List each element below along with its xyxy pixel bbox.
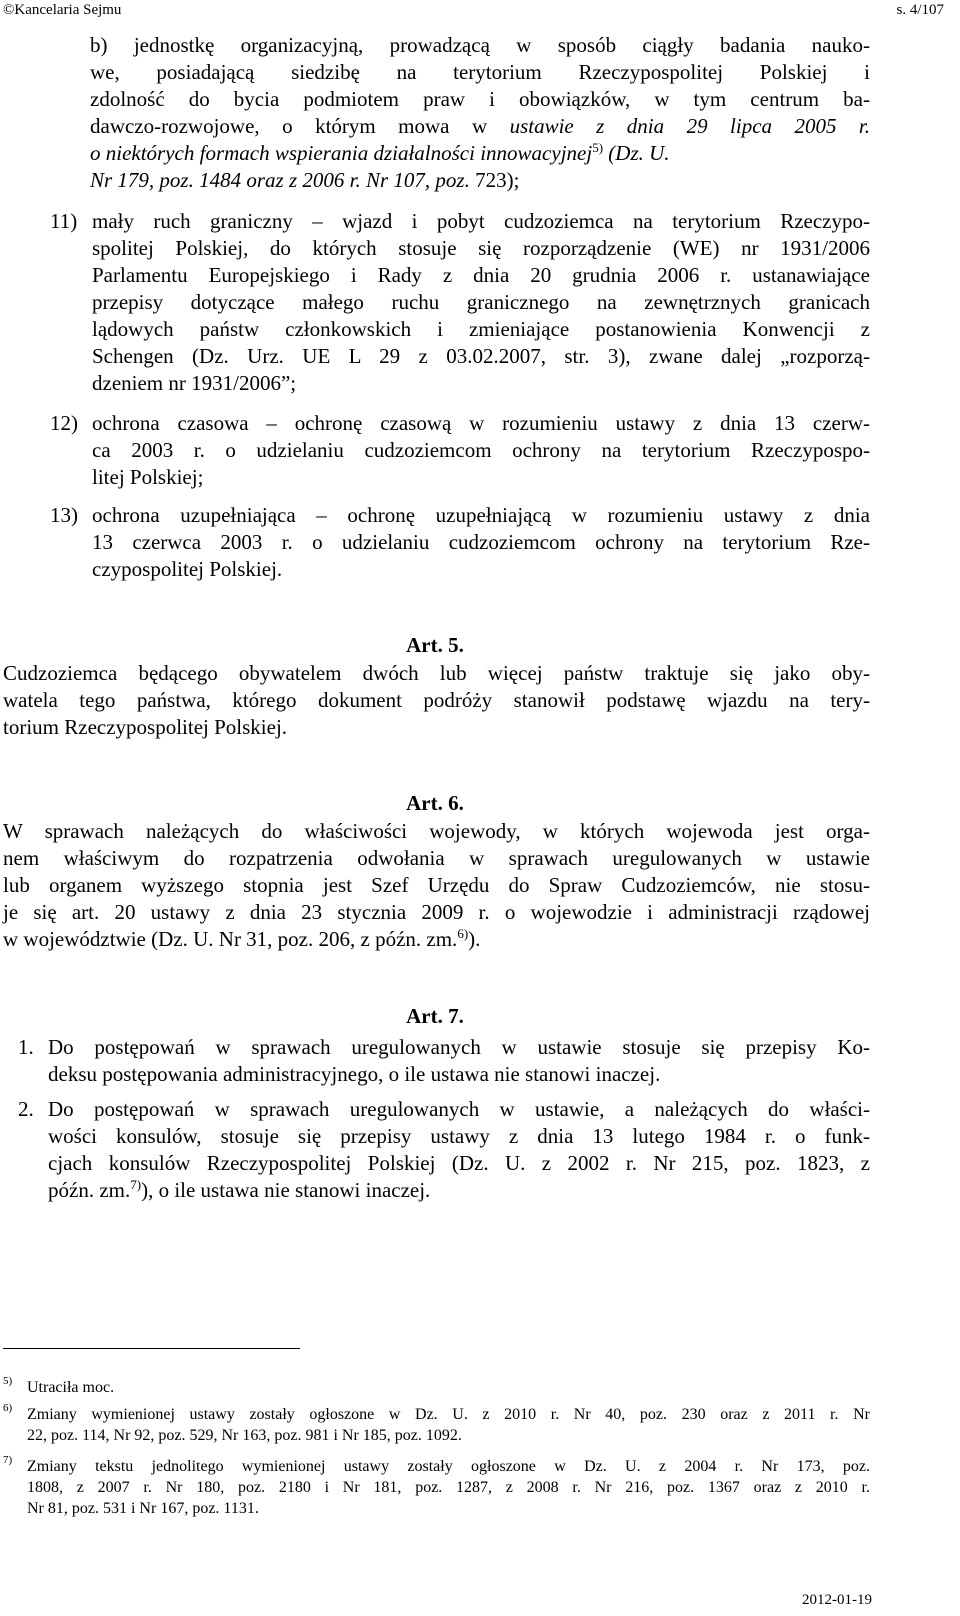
text-line: Nr 81, poz. 531 i Nr 167, poz. 1131. [27, 1500, 259, 1517]
footnote-number: 5) [3, 1375, 13, 1387]
article-7-para-2 [18, 1096, 870, 1204]
text-line: 13 czerwca 2003 r. o udzielaniu cudzoziemcom ochrony na terytorium Rze- [92, 530, 870, 554]
text-line [3, 926, 870, 953]
text-fragment: późn. zm. [48, 1178, 131, 1202]
article-6-text [3, 818, 870, 953]
text-line [90, 167, 870, 194]
article-5-text [3, 660, 870, 741]
text-line: je się art. 20 ustawy z dnia 23 stycznia 2009 r. o wojewodzie i administracji rządowej [3, 900, 870, 924]
text-fragment: dawczo-rozwojowe, o którym mowa w [90, 114, 488, 138]
text-line: cjach konsulów Rzeczypospolitej Polskiej (Dz. U. z 2002 r. Nr 215, poz. 1823, z [48, 1151, 870, 1175]
text-line: 1808, z 2007 r. Nr 180, poz. 2180 i Nr 181, poz. 1287, z 2008 r. Nr 216, poz. 1367 oraz z 2010 r. [27, 1479, 870, 1496]
text-line [90, 140, 870, 167]
list-item-b [90, 32, 870, 194]
text-line: ca 2003 r. o udzielaniu cudzoziemcom ochrony na terytorium Rzeczypospo- [92, 438, 870, 462]
paragraph-number: 2. [18, 1097, 34, 1121]
text-line: nem właściwym do rozpatrzenia odwołania w sprawach uregulowanych w ustawie [3, 846, 870, 870]
text-line: Zmiany wymienionej ustawy zostały ogłoszone w Dz. U. z 2010 r. Nr 40, poz. 230 oraz z 2011 r. Nr [27, 1406, 870, 1423]
text-fragment: ). [468, 927, 481, 951]
text-line: spolitej Polskiej, do których stosuje się rozporządzenie (WE) nr 1931/2006 [92, 236, 870, 260]
text-fragment: ), o ile ustawa nie stanowi inaczej. [141, 1178, 431, 1202]
list-item-12 [50, 410, 870, 491]
act-title-italic: o niektórych formach wspierania działalności innowacyjnej [90, 141, 593, 165]
citation-italic: Nr 179, poz. 1484 oraz z 2006 r. Nr 107, poz. [90, 168, 470, 192]
footnote-ref[interactable]: 7) [130, 1177, 142, 1192]
text-line: Do postępowań w sprawach uregulowanych w ustawie, a należących do właści- [48, 1097, 870, 1121]
footnote-text: Utraciła moc. [27, 1379, 115, 1396]
article-7-heading: Art. 7. [406, 1004, 464, 1028]
text-line: torium Rzeczypospolitej Polskiej. [3, 715, 288, 739]
article-7-para-1 [18, 1034, 870, 1088]
text-line: litej Polskiej; [92, 465, 204, 489]
text-line: ochrona uzupełniająca – ochronę uzupełniającą w rozumieniu ustawy z dnia [92, 503, 870, 527]
list-item-13 [50, 502, 870, 583]
text-line: Cudzoziemca będącego obywatelem dwóch lub więcej państw traktuje się jako oby- [3, 661, 870, 685]
text-line: dzeniem nr 1931/2006”; [92, 371, 297, 395]
text-line: Do postępowań w sprawach uregulowanych w ustawie stosuje się przepisy Ko- [48, 1035, 870, 1059]
text-line: przepisy dotyczące małego ruchu granicznego na zewnętrznych granicach [92, 290, 870, 314]
footnote-text [27, 1404, 870, 1446]
footnote-number: 6) [3, 1402, 13, 1414]
document-date: 2012-01-19 [802, 1592, 872, 1608]
text-line: b) jednostkę organizacyjną, prowadzącą w sposób ciągły badania nauko- [90, 33, 870, 57]
act-title-italic: ustawie z dnia 29 lipca 2005 r. [509, 114, 870, 138]
text-line: deksu postępowania administracyjnego, o ile ustawa nie stanowi inaczej. [48, 1062, 661, 1086]
item-number: 12) [50, 411, 78, 435]
text-line: ochrona czasowa – ochronę czasową w rozumieniu ustawy z dnia 13 czerw- [92, 411, 870, 435]
footnote-text [27, 1456, 870, 1519]
text-line: we, posiadającą siedzibę na terytorium Rzeczypospolitej Polskiej i [90, 60, 870, 84]
text-line: Zmiany tekstu jednolitego wymienionej ustawy zostały ogłoszone w Dz. U. z 2004 r. Nr 173, poz. [27, 1458, 870, 1475]
page-number: s. 4/107 [896, 2, 944, 18]
text-fragment: w województwie (Dz. U. Nr 31, poz. 206, z późn. zm. [3, 927, 458, 951]
item-number: 13) [50, 503, 78, 527]
item-number: 11) [50, 209, 78, 233]
text-line: mały ruch graniczny – wjazd i pobyt cudzoziemca na terytorium Rzeczypo- [92, 209, 870, 233]
paragraph-number: 1. [18, 1035, 34, 1059]
list-item-11 [50, 208, 870, 397]
text-line [90, 113, 870, 140]
text-line: wości konsulów, stosuje się przepisy ustawy z dnia 13 lutego 1984 r. o funk- [48, 1124, 870, 1148]
text-line: lub organem wyższego stopnia jest Szef Urzędu do Spraw Cudzoziemców, nie stosu- [3, 873, 870, 897]
text-line: zdolność do bycia podmiotem praw i obowiązków, w tym centrum ba- [90, 87, 870, 111]
text-line: W sprawach należących do właściwości wojewody, w których wojewoda jest orga- [3, 819, 870, 843]
text-line: Parlamentu Europejskiego i Rady z dnia 20 grudnia 2006 r. ustanawiające [92, 263, 870, 287]
article-6-heading: Art. 6. [406, 791, 464, 815]
text-line: Schengen (Dz. Urz. UE L 29 z 03.02.2007, str. 3), zwane dalej „rozporzą- [92, 344, 870, 368]
copyright-header: ©Kancelaria Sejmu [3, 2, 122, 18]
text-line: watela tego państwa, którego dokument podróży stanowił podstawę wjazdu na tery- [3, 688, 870, 712]
text-line: lądowych państw członkowskich i zmieniające postanowienia Konwencji z [92, 317, 870, 341]
text-line: czypospolitej Polskiej. [92, 557, 283, 581]
text-fragment: 723); [475, 168, 520, 192]
footnote-number: 7) [3, 1454, 13, 1466]
footnote-separator [3, 1348, 300, 1349]
citation-italic: (Dz. U. [608, 141, 670, 165]
text-line: 22, poz. 114, Nr 92, poz. 529, Nr 163, poz. 981 i Nr 185, poz. 1092. [27, 1427, 462, 1444]
article-5-heading: Art. 5. [406, 633, 464, 657]
footnote-ref[interactable]: 5) [592, 140, 604, 155]
footnote-ref[interactable]: 6) [457, 926, 469, 941]
text-line [48, 1177, 870, 1204]
